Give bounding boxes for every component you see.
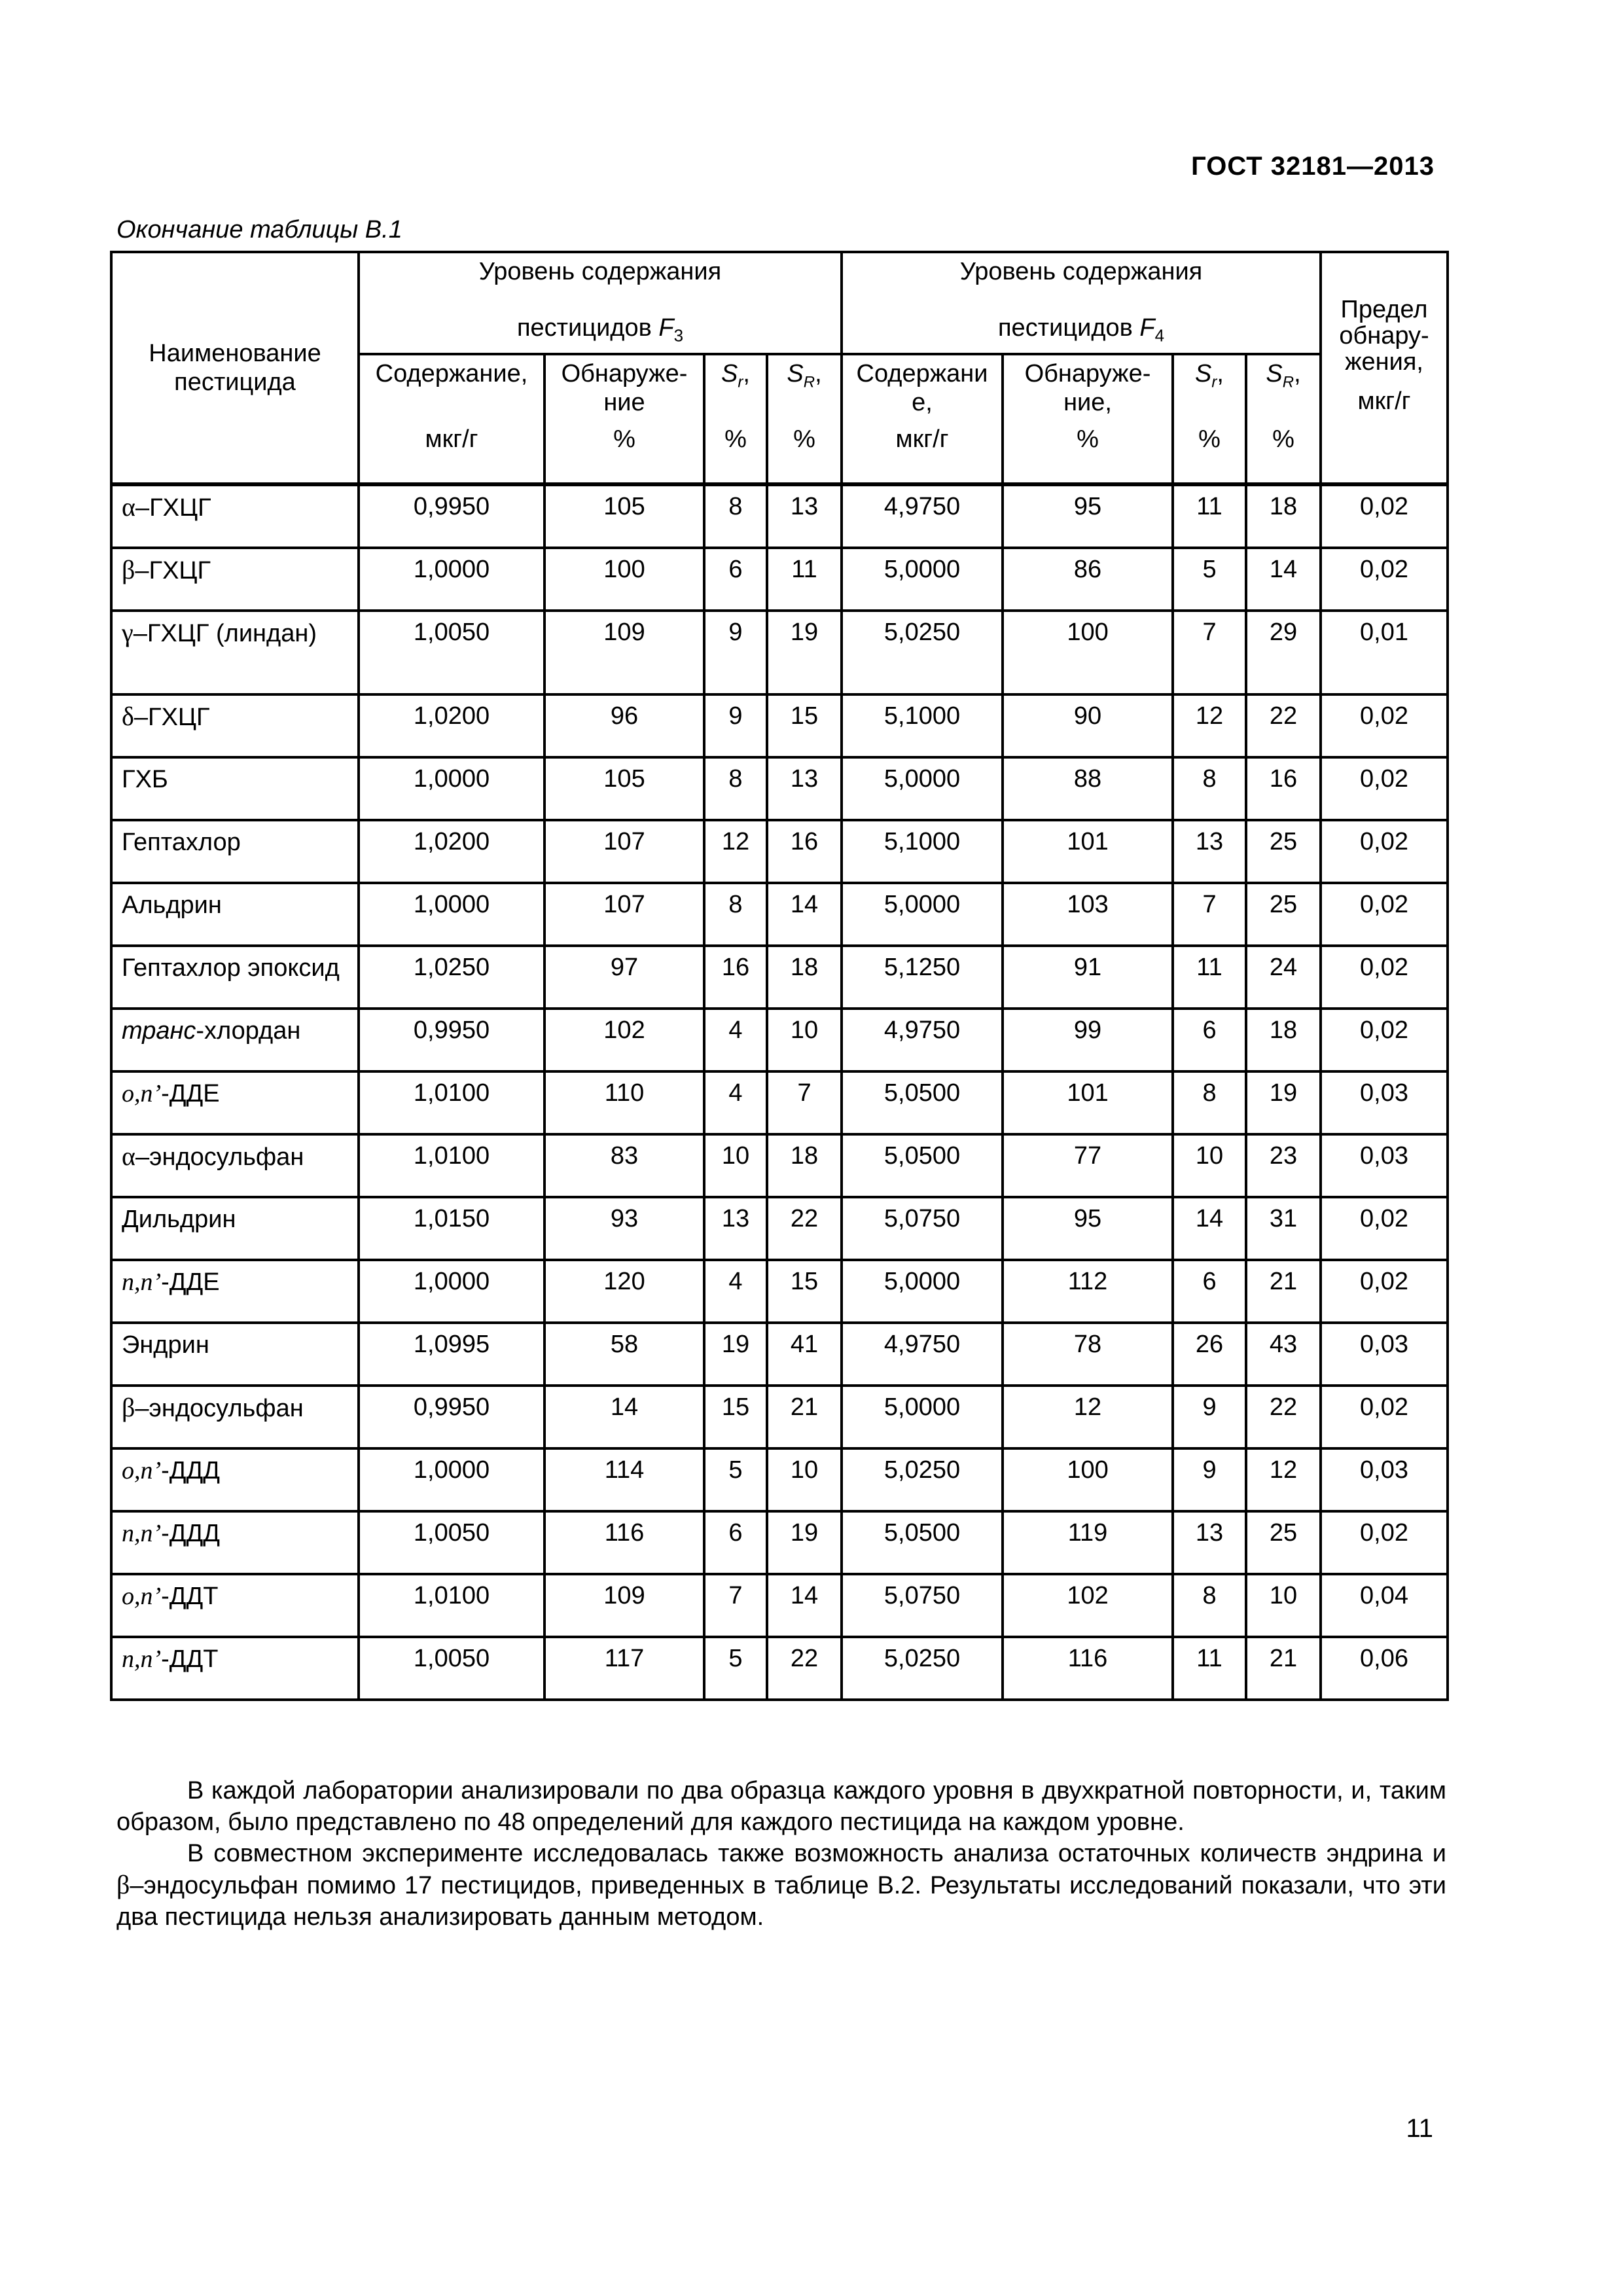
cell-f4-detect: 90	[1003, 694, 1173, 757]
cell-f3-content: 1,0000	[359, 548, 544, 611]
cell-limit: 0,03	[1321, 1134, 1448, 1197]
cell-f4-sr: 8	[1173, 1071, 1246, 1134]
unit-f3-sr: %	[704, 417, 767, 484]
cell-f4-content: 5,0750	[842, 1197, 1003, 1260]
cell-f4-detect: 119	[1003, 1511, 1173, 1574]
cell-f3-sr: 12	[704, 820, 767, 883]
cell-f3-sR: 18	[767, 946, 842, 1009]
cell-f3-content: 1,0000	[359, 1448, 544, 1511]
cell-f3-sr: 8	[704, 757, 767, 820]
cell-f3-sr: 4	[704, 1260, 767, 1323]
cell-f4-sr: 12	[1173, 694, 1246, 757]
cell-f3-content: 1,0200	[359, 694, 544, 757]
cell-f4-detect: 77	[1003, 1134, 1173, 1197]
cell-f4-content: 5,0000	[842, 757, 1003, 820]
cell-limit: 0,03	[1321, 1448, 1448, 1511]
cell-limit: 0,02	[1321, 757, 1448, 820]
cell-f4-detect: 100	[1003, 611, 1173, 694]
cell-f3-content: 1,0100	[359, 1134, 544, 1197]
cell-f3-sr: 19	[704, 1323, 767, 1386]
cell-f4-sR: 21	[1246, 1637, 1321, 1700]
table-caption: Окончание таблицы В.1	[116, 216, 402, 243]
cell-limit: 0,02	[1321, 1511, 1448, 1574]
cell-f4-sr: 7	[1173, 883, 1246, 946]
cell-f4-detect: 100	[1003, 1448, 1173, 1511]
header-f4-level: Уровень содержания	[842, 252, 1321, 308]
cell-f3-sR: 18	[767, 1134, 842, 1197]
table-row	[111, 946, 1448, 1009]
paragraph-2: В совместном эксперименте исследовалась также возможность анализа остаточных количеств эндрина и β–эндосульфан помимо 17 пестицидов, приведенных в таблице В.2. Результаты исследований показали, что эти два пестицида нельзя анализировать данным методом.	[116, 1840, 1446, 1931]
cell-f3-sr: 8	[704, 883, 767, 946]
cell-f3-detect: 14	[544, 1386, 704, 1448]
table-row	[111, 1197, 1448, 1260]
cell-f3-sR: 41	[767, 1323, 842, 1386]
pesticide-name-cell: Альдрин	[111, 883, 359, 946]
cell-f4-sR: 10	[1246, 1574, 1321, 1637]
cell-f4-sR: 22	[1246, 1386, 1321, 1448]
cell-f4-detect: 101	[1003, 820, 1173, 883]
cell-f4-sr: 9	[1173, 1386, 1246, 1448]
cell-f3-content: 1,0200	[359, 820, 544, 883]
pesticide-name-cell: п,п’-ДДЕ	[111, 1260, 359, 1323]
cell-limit: 0,03	[1321, 1323, 1448, 1386]
cell-f3-sR: 14	[767, 1574, 842, 1637]
cell-f4-detect: 102	[1003, 1574, 1173, 1637]
unit-f4-content: мкг/г	[842, 417, 1003, 484]
cell-limit: 0,02	[1321, 946, 1448, 1009]
cell-f3-sr: 4	[704, 1071, 767, 1134]
pesticide-name-cell: β–эндосульфан	[111, 1386, 359, 1448]
pesticide-name-cell: ГХБ	[111, 757, 359, 820]
cell-f3-sR: 15	[767, 694, 842, 757]
cell-f4-content: 4,9750	[842, 484, 1003, 548]
pesticide-name-cell: о,п’-ДДТ	[111, 1574, 359, 1637]
pesticide-name-cell: α–ГХЦГ	[111, 484, 359, 548]
cell-f3-sR: 19	[767, 611, 842, 694]
table-row	[111, 694, 1448, 757]
header-f3-pesticides: пестицидов $F_3$	[359, 308, 842, 354]
cell-f3-detect: 100	[544, 548, 704, 611]
cell-f3-detect: 96	[544, 694, 704, 757]
cell-f3-detect: 110	[544, 1071, 704, 1134]
cell-f4-content: 5,0250	[842, 611, 1003, 694]
cell-f3-sr: 13	[704, 1197, 767, 1260]
cell-f4-detect: 116	[1003, 1637, 1173, 1700]
cell-f4-sr: 13	[1173, 820, 1246, 883]
cell-f3-sr: 5	[704, 1448, 767, 1511]
cell-f4-sR: 14	[1246, 548, 1321, 611]
cell-f3-content: 1,0050	[359, 1637, 544, 1700]
cell-f3-detect: 102	[544, 1009, 704, 1071]
cell-f3-detect: 120	[544, 1260, 704, 1323]
pesticide-name-cell: Эндрин	[111, 1323, 359, 1386]
cell-f4-sr: 26	[1173, 1323, 1246, 1386]
cell-f3-detect: 105	[544, 757, 704, 820]
cell-f4-content: 4,9750	[842, 1009, 1003, 1071]
pesticide-name-cell: α–эндосульфан	[111, 1134, 359, 1197]
header-f4-sr: $S_r$,	[1173, 354, 1246, 417]
pesticide-name-cell: Гептахлор	[111, 820, 359, 883]
cell-f4-sR: 16	[1246, 757, 1321, 820]
unit-f3-content: мкг/г	[359, 417, 544, 484]
cell-f4-detect: 99	[1003, 1009, 1173, 1071]
cell-limit: 0,02	[1321, 484, 1448, 548]
cell-f3-detect: 109	[544, 611, 704, 694]
cell-f3-detect: 93	[544, 1197, 704, 1260]
cell-f3-detect: 107	[544, 883, 704, 946]
cell-limit: 0,02	[1321, 1009, 1448, 1071]
body-text	[116, 1775, 1446, 1933]
cell-f3-content: 0,9950	[359, 1009, 544, 1071]
cell-f3-detect: 114	[544, 1448, 704, 1511]
cell-f3-detect: 97	[544, 946, 704, 1009]
cell-limit: 0,02	[1321, 1260, 1448, 1323]
cell-f4-content: 5,0750	[842, 1574, 1003, 1637]
cell-f4-content: 5,1000	[842, 694, 1003, 757]
cell-f3-sr: 10	[704, 1134, 767, 1197]
pesticide-name-cell: β–ГХЦГ	[111, 548, 359, 611]
cell-f3-sr: 9	[704, 611, 767, 694]
cell-f4-sR: 29	[1246, 611, 1321, 694]
cell-f3-content: 0,9950	[359, 1386, 544, 1448]
table-row	[111, 883, 1448, 946]
unit-f4-sR: %	[1246, 417, 1321, 484]
cell-f3-sr: 16	[704, 946, 767, 1009]
unit-f4-sr: %	[1173, 417, 1246, 484]
header-f3-detection: Обнаруже-ние	[544, 354, 704, 417]
pesticide-name-cell: о,п’-ДДЕ	[111, 1071, 359, 1134]
cell-f3-detect: 105	[544, 484, 704, 548]
cell-f4-content: 5,1000	[842, 820, 1003, 883]
cell-f4-sr: 5	[1173, 548, 1246, 611]
cell-f3-sr: 6	[704, 1511, 767, 1574]
cell-limit: 0,02	[1321, 1197, 1448, 1260]
cell-f3-sR: 22	[767, 1637, 842, 1700]
cell-f4-content: 5,0500	[842, 1511, 1003, 1574]
cell-f3-sR: 16	[767, 820, 842, 883]
cell-f3-content: 1,0100	[359, 1574, 544, 1637]
table-row	[111, 611, 1448, 694]
cell-limit: 0,03	[1321, 1071, 1448, 1134]
table-row	[111, 1386, 1448, 1448]
cell-f3-content: 1,0050	[359, 611, 544, 694]
cell-f4-sR: 18	[1246, 1009, 1321, 1071]
cell-f4-sR: 23	[1246, 1134, 1321, 1197]
header-f3-sr: $S_r$,	[704, 354, 767, 417]
cell-f3-content: 1,0250	[359, 946, 544, 1009]
cell-f4-content: 5,0250	[842, 1448, 1003, 1511]
cell-f3-detect: 109	[544, 1574, 704, 1637]
header-f3-content: Содержание,	[359, 354, 544, 417]
cell-f4-sR: 43	[1246, 1323, 1321, 1386]
cell-limit: 0,06	[1321, 1637, 1448, 1700]
pesticide-name-cell: Гептахлор эпоксид	[111, 946, 359, 1009]
table-row	[111, 1071, 1448, 1134]
table-row	[111, 1511, 1448, 1574]
cell-f4-detect: 95	[1003, 484, 1173, 548]
cell-f3-detect: 107	[544, 820, 704, 883]
cell-f3-sR: 19	[767, 1511, 842, 1574]
cell-f4-sR: 12	[1246, 1448, 1321, 1511]
cell-f3-content: 1,0000	[359, 883, 544, 946]
cell-f4-sR: 22	[1246, 694, 1321, 757]
cell-limit: 0,02	[1321, 820, 1448, 883]
cell-f4-sr: 6	[1173, 1009, 1246, 1071]
cell-f4-detect: 88	[1003, 757, 1173, 820]
table-row	[111, 820, 1448, 883]
cell-f3-sr: 8	[704, 484, 767, 548]
cell-f4-detect: 91	[1003, 946, 1173, 1009]
cell-f4-detect: 101	[1003, 1071, 1173, 1134]
cell-f3-content: 1,0050	[359, 1511, 544, 1574]
header-f4-content: Содержани е,	[842, 354, 1003, 417]
cell-f3-sr: 9	[704, 694, 767, 757]
cell-limit: 0,02	[1321, 548, 1448, 611]
table-row	[111, 1448, 1448, 1511]
pesticide-name-cell: транс-хлордан	[111, 1009, 359, 1071]
cell-f3-content: 1,0995	[359, 1323, 544, 1386]
cell-f4-content: 5,0000	[842, 1386, 1003, 1448]
cell-f3-detect: 116	[544, 1511, 704, 1574]
cell-f3-sR: 13	[767, 484, 842, 548]
cell-f4-sr: 11	[1173, 484, 1246, 548]
cell-f3-sR: 10	[767, 1448, 842, 1511]
cell-f4-sr: 14	[1173, 1197, 1246, 1260]
cell-f4-content: 5,0500	[842, 1134, 1003, 1197]
cell-f4-detect: 103	[1003, 883, 1173, 946]
cell-f4-sR: 21	[1246, 1260, 1321, 1323]
cell-f4-detect: 86	[1003, 548, 1173, 611]
cell-f4-sr: 13	[1173, 1511, 1246, 1574]
cell-f4-detect: 78	[1003, 1323, 1173, 1386]
cell-f4-content: 5,0000	[842, 1260, 1003, 1323]
cell-f4-sR: 24	[1246, 946, 1321, 1009]
cell-f4-sR: 25	[1246, 820, 1321, 883]
pesticide-name-cell: Дильдрин	[111, 1197, 359, 1260]
header-f3-level: Уровень содержания	[359, 252, 842, 308]
cell-f4-sR: 18	[1246, 484, 1321, 548]
paragraph-1: В каждой лаборатории анализировали по два образца каждого уровня в двухкратной повторности, и, таким образом, было представлено по 48 определений для каждого пестицида на каждом уровне.	[116, 1777, 1446, 1836]
cell-f3-sR: 15	[767, 1260, 842, 1323]
cell-f3-sR: 11	[767, 548, 842, 611]
cell-f3-sr: 4	[704, 1009, 767, 1071]
cell-f4-sr: 11	[1173, 946, 1246, 1009]
cell-f3-sr: 7	[704, 1574, 767, 1637]
cell-f3-detect: 58	[544, 1323, 704, 1386]
cell-f4-content: 4,9750	[842, 1323, 1003, 1386]
cell-f3-sR: 22	[767, 1197, 842, 1260]
header-pesticide-name: Наименование пестицида	[111, 252, 359, 484]
page-number: 11	[1406, 2114, 1433, 2143]
cell-f3-sR: 10	[767, 1009, 842, 1071]
cell-f3-content: 1,0150	[359, 1197, 544, 1260]
cell-f3-detect: 117	[544, 1637, 704, 1700]
cell-f3-sr: 5	[704, 1637, 767, 1700]
cell-f3-sR: 14	[767, 883, 842, 946]
table-body	[111, 484, 1448, 1700]
cell-f4-content: 5,0000	[842, 548, 1003, 611]
header-f4-pesticides: пестицидов $F_4$	[842, 308, 1321, 354]
document-code: ГОСТ 32181—2013	[1191, 152, 1435, 181]
cell-f3-detect: 83	[544, 1134, 704, 1197]
cell-f4-detect: 12	[1003, 1386, 1173, 1448]
pesticide-name-cell: п,п’-ДДД	[111, 1511, 359, 1574]
unit-f3-sR: %	[767, 417, 842, 484]
table-row	[111, 1134, 1448, 1197]
table-row	[111, 757, 1448, 820]
cell-f3-sR: 7	[767, 1071, 842, 1134]
cell-f3-content: 1,0000	[359, 757, 544, 820]
cell-f3-content: 1,0100	[359, 1071, 544, 1134]
cell-f4-detect: 95	[1003, 1197, 1173, 1260]
table-row	[111, 1009, 1448, 1071]
cell-f4-sr: 9	[1173, 1448, 1246, 1511]
table-row	[111, 1323, 1448, 1386]
cell-f3-sR: 21	[767, 1386, 842, 1448]
cell-f3-sr: 15	[704, 1386, 767, 1448]
cell-f4-content: 5,0500	[842, 1071, 1003, 1134]
cell-f4-sR: 19	[1246, 1071, 1321, 1134]
unit-f4-detection: %	[1003, 417, 1173, 484]
pesticide-name-cell: γ–ГХЦГ (линдан)	[111, 611, 359, 694]
cell-f4-sr: 10	[1173, 1134, 1246, 1197]
cell-f4-content: 5,0250	[842, 1637, 1003, 1700]
header-f4-detection: Обнаруже-ние,	[1003, 354, 1173, 417]
cell-limit: 0,02	[1321, 883, 1448, 946]
cell-limit: 0,02	[1321, 1386, 1448, 1448]
cell-f3-sr: 6	[704, 548, 767, 611]
cell-f4-sr: 6	[1173, 1260, 1246, 1323]
cell-f4-sr: 7	[1173, 611, 1246, 694]
cell-f4-sr: 11	[1173, 1637, 1246, 1700]
cell-f4-sR: 25	[1246, 883, 1321, 946]
pesticide-name-cell: п,п’-ДДТ	[111, 1637, 359, 1700]
cell-f4-content: 5,0000	[842, 883, 1003, 946]
cell-f3-content: 1,0000	[359, 1260, 544, 1323]
table-row	[111, 1574, 1448, 1637]
cell-limit: 0,04	[1321, 1574, 1448, 1637]
table-row	[111, 1260, 1448, 1323]
table-row	[111, 548, 1448, 611]
cell-f4-sr: 8	[1173, 1574, 1246, 1637]
pesticide-name-cell: о,п’-ДДД	[111, 1448, 359, 1511]
cell-limit: 0,02	[1321, 694, 1448, 757]
pesticide-name-cell: δ–ГХЦГ	[111, 694, 359, 757]
cell-limit: 0,01	[1321, 611, 1448, 694]
table-row	[111, 484, 1448, 548]
header-f4-sR: $S_R$,	[1246, 354, 1321, 417]
cell-f3-content: 0,9950	[359, 484, 544, 548]
table-row	[111, 1637, 1448, 1700]
cell-f4-sR: 25	[1246, 1511, 1321, 1574]
cell-f4-detect: 112	[1003, 1260, 1173, 1323]
unit-f3-detection: %	[544, 417, 704, 484]
cell-f3-sR: 13	[767, 757, 842, 820]
cell-f4-sR: 31	[1246, 1197, 1321, 1260]
cell-f4-sr: 8	[1173, 757, 1246, 820]
header-detection-limit: Предел обнару-жения, мкг/г	[1321, 252, 1448, 484]
cell-f4-content: 5,1250	[842, 946, 1003, 1009]
pesticide-table	[110, 251, 1449, 1701]
header-f3-sR: $S_R$,	[767, 354, 842, 417]
